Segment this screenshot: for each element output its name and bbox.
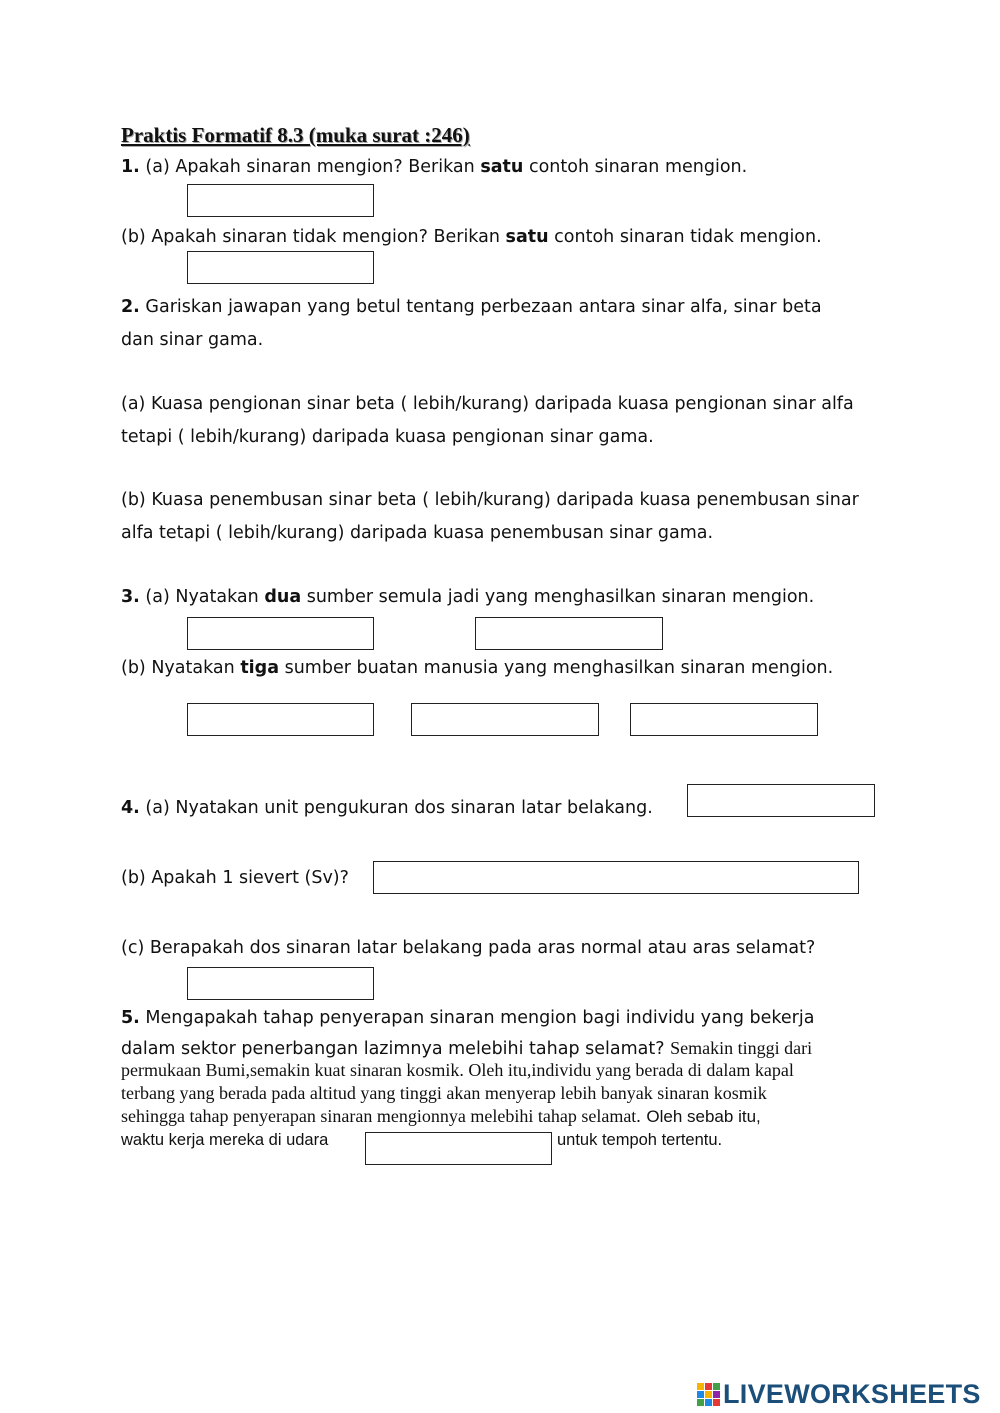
- q4a-answer-input[interactable]: [687, 784, 875, 817]
- q3b-text: (b) Nyatakan tiga sumber buatan manusia yang menghasilkan sinaran mengion.: [121, 658, 834, 678]
- q2a-line2: tetapi ( lebih/kurang) daripada kuasa pengionan sinar gama.: [121, 427, 654, 447]
- q4-number: 4.: [121, 798, 140, 818]
- q3b-answer-input-2[interactable]: [411, 703, 599, 736]
- q3a-answer-input-2[interactable]: [475, 617, 663, 650]
- q3a-text: 3. (a) Nyatakan dua sumber semula jadi yang menghasilkan sinaran mengion.: [121, 587, 815, 607]
- q3-number: 3.: [121, 587, 140, 607]
- q2a-line1: (a) Kuasa pengionan sinar beta ( lebih/kurang) daripada kuasa pengionan sinar alfa: [121, 394, 854, 414]
- q5-line5: sehingga tahap penyerapan sinaran mengionnya melebihi tahap selamat. Oleh sebab itu,: [121, 1106, 761, 1126]
- q2b-line2: alfa tetapi ( lebih/kurang) daripada kuasa penembusan sinar gama.: [121, 523, 714, 543]
- q3b-answer-input-3[interactable]: [630, 703, 818, 736]
- q4b-answer-input[interactable]: [373, 861, 859, 894]
- q1a-text: 1. (a) Apakah sinaran mengion? Berikan satu contoh sinaran mengion.: [121, 157, 748, 177]
- q3b-answer-input-1[interactable]: [187, 703, 374, 736]
- q5-line1: 5. Mengapakah tahap penyerapan sinaran mengion bagi individu yang bekerja: [121, 1008, 815, 1028]
- q5-line4: terbang yang berada pada altitud yang tinggi akan menyerap lebih banyak sinaran kosmik: [121, 1083, 767, 1103]
- q4a-text: 4. (a) Nyatakan unit pengukuran dos sinaran latar belakang.: [121, 798, 653, 818]
- q4c-text: (c) Berapakah dos sinaran latar belakang pada aras normal atau aras selamat?: [121, 938, 816, 958]
- q1a-answer-input[interactable]: [187, 184, 374, 217]
- q4c-answer-input[interactable]: [187, 967, 374, 1000]
- logo-grid-icon: [697, 1383, 720, 1406]
- q1b-text: (b) Apakah sinaran tidak mengion? Berikan satu contoh sinaran tidak mengion.: [121, 227, 822, 247]
- q5-number: 5.: [121, 1008, 140, 1028]
- q5-line6-end: untuk tempoh tertentu.: [557, 1131, 723, 1149]
- q2-intro-line1: 2. Gariskan jawapan yang betul tentang perbezaan antara sinar alfa, sinar beta: [121, 297, 822, 317]
- q1b-answer-input[interactable]: [187, 251, 374, 284]
- q4b-text: (b) Apakah 1 sievert (Sv)?: [121, 868, 349, 888]
- q2-number: 2.: [121, 297, 140, 317]
- q5-answer-input[interactable]: [365, 1132, 552, 1165]
- q1-number: 1.: [121, 157, 140, 177]
- q3a-answer-input-1[interactable]: [187, 617, 374, 650]
- logo-text: LIVEWORKSHEETS: [723, 1378, 981, 1409]
- q5-line3: permukaan Bumi,semakin kuat sinaran kosmik. Oleh itu,individu yang berada di dalam kapal: [121, 1060, 794, 1080]
- page-title: Praktis Formatif 8.3 (muka surat :246): [121, 123, 470, 147]
- liveworksheets-logo: [697, 1378, 981, 1410]
- q2-intro-line2: dan sinar gama.: [121, 330, 264, 350]
- q5-line2: dalam sektor penerbangan lazimnya melebihi tahap selamat? Semakin tinggi dari: [121, 1038, 813, 1059]
- q2b-line1: (b) Kuasa penembusan sinar beta ( lebih/kurang) daripada kuasa penembusan sinar: [121, 490, 859, 510]
- q5-line6-start: waktu kerja mereka di udara: [121, 1131, 329, 1149]
